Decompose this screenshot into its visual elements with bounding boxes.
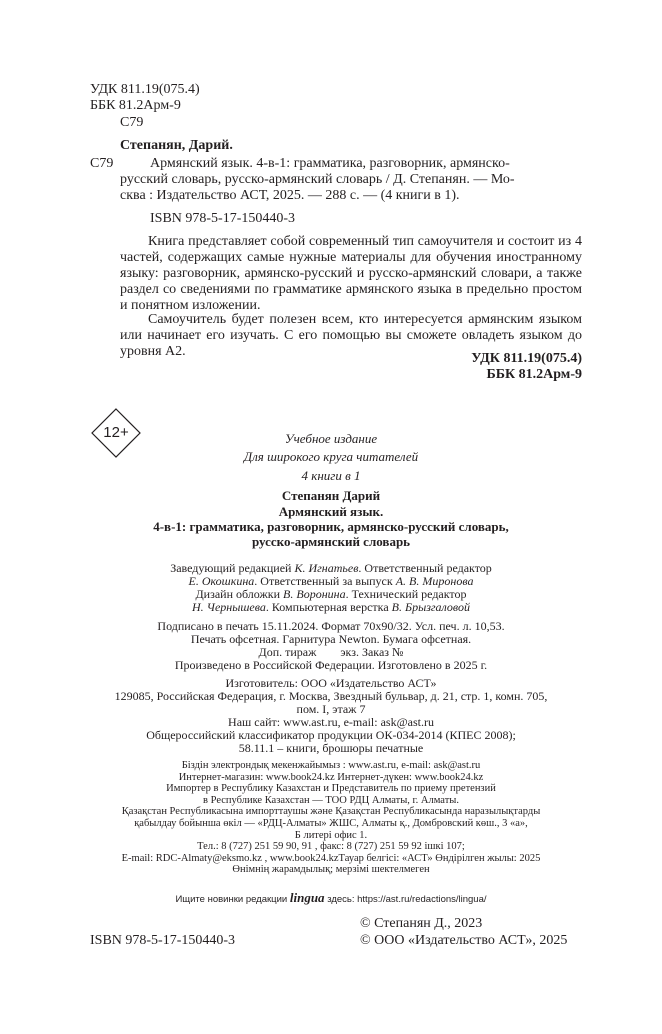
kz-line-7: Б литері офис 1. bbox=[294, 829, 368, 841]
credits-name: Н. Чернышева bbox=[192, 600, 266, 614]
credits-name: В. Воронина bbox=[283, 587, 346, 601]
bibliography-author-mark: С79 bbox=[90, 156, 114, 171]
lingua-promo bbox=[60, 892, 602, 906]
lingua-link[interactable]: здесь: https://ast.ru/redactions/lingua/ bbox=[327, 894, 487, 905]
credits-text: . Компьютерная верстка bbox=[265, 600, 392, 614]
footer-copyright-publisher: © ООО «Издательство АСТ», 2025 bbox=[360, 933, 568, 948]
author-mark: С79 bbox=[120, 115, 144, 130]
edition-author: Степанян Дарий bbox=[281, 488, 381, 503]
bibliography-entry-line-2: русский словарь, русско-армянский словарь / Д. Степанян. — Мо- bbox=[120, 172, 515, 187]
publisher-line-1: Изготовитель: ООО «Издательство АСТ» bbox=[225, 676, 437, 690]
kz-line-8: Тел.: 8 (727) 251 59 90, 91 , факс: 8 (727) 251 59 92 ішкі 107; bbox=[197, 841, 465, 853]
kz-line-2: Интернет-магазин: www.book24.kz Интернет-дүкен: www.book24.kz bbox=[178, 771, 484, 783]
print-line-4: Произведено в Российской Федерации. Изготовлено в 2025 г. bbox=[174, 658, 488, 672]
credits-label: Дизайн обложки bbox=[195, 587, 284, 601]
udk-code: УДК 811.19(075.4) bbox=[90, 82, 200, 97]
annotation-paragraph-1: Книга представляет собой современный тип самоучителя и состоит из 4 частей, содержащих самые нужные материалы для обучения иностранному языку: разговорник, армянско-русский и русско-армянский словари, а также раздел со сведениями по грамматике армянского языка в предельно простом и понятном изложении. bbox=[120, 234, 582, 313]
credits-label: Заведующий редакцией bbox=[170, 561, 295, 575]
edition-subtitle-line-2: русско-армянский словарь bbox=[251, 534, 411, 549]
annotation-paragraph-2: Самоучитель будет полезен всем, кто интересуется армянским языком или начинает его изучать. С его помощью вы сможете овладеть языком до уровня А2. bbox=[120, 312, 582, 359]
edition-type: Учебное издание bbox=[284, 431, 378, 446]
bibliography-isbn: ISBN 978-5-17-150440-3 bbox=[150, 211, 296, 226]
print-line-3: Доп. тираж экз. Заказ № bbox=[258, 645, 404, 659]
kz-line-4: в Республике Казахстан — ТОО РДЦ Алматы, г. Алматы. bbox=[203, 794, 459, 806]
age-rating-text: 12+ bbox=[103, 424, 129, 441]
credits-text: . Ответственный редактор bbox=[358, 561, 492, 575]
bbk-code-right: ББК 81.2Арм-9 bbox=[486, 367, 582, 382]
bibliography-entry-line-1: Армянский язык. 4-в-1: грамматика, разговорник, армянско- bbox=[150, 156, 510, 171]
credits-text: . Ответственный за выпуск bbox=[254, 574, 396, 588]
edition-title: Армянский язык. bbox=[278, 504, 384, 519]
publisher-line-4: Наш сайт: www.ast.ru, e-mail: ask@ast.ru bbox=[228, 715, 434, 729]
credits-name: В. Брызгаловой bbox=[391, 600, 470, 614]
kz-line-9: E-mail: RDC-Almaty@eksmo.kz , www.book24.kzТауар белгісі: «АСТ» Өндірілген жылы: 2025 bbox=[121, 852, 541, 864]
credits-name: К. Игнатьев bbox=[294, 561, 359, 575]
footer-isbn: ISBN 978-5-17-150440-3 bbox=[90, 933, 236, 948]
credits-name: Е. Окошкина bbox=[188, 574, 255, 588]
lingua-prefix: Ищите новинки редакции bbox=[175, 894, 288, 905]
publisher-line-2: 129085, Российская Федерация, г. Москва, Звездный бульвар, д. 21, стр. 1, комн. 705, bbox=[114, 689, 548, 703]
bbk-code: ББК 81.2Арм-9 bbox=[90, 98, 181, 113]
credits-line-4 bbox=[60, 601, 602, 614]
credits-name: А. В. Миронова bbox=[395, 574, 474, 588]
author-heading: Степанян, Дарий. bbox=[120, 138, 233, 153]
footer-copyright-author: © Степанян Д., 2023 bbox=[360, 916, 483, 931]
edition-audience: Для широкого круга читателей bbox=[243, 449, 419, 464]
kz-line-5: Қазақстан Республикасына импорттаушы және Қазақстан Республикасында наразылықтарды bbox=[121, 806, 541, 818]
kz-line-10: Өнімнің жарамдылық; мерзімі шектелмеген bbox=[232, 864, 430, 876]
lingua-logo: lingua bbox=[289, 890, 325, 905]
print-line-2: Печать офсетная. Гарнитура Newton. Бумага офсетная. bbox=[190, 632, 472, 646]
edition-series: 4 книги в 1 bbox=[301, 468, 361, 483]
bibliography-entry-line-3: сква : Издательство АСТ, 2025. — 288 с. — (4 книги в 1). bbox=[120, 188, 460, 203]
edition-subtitle-line-1: 4-в-1: грамматика, разговорник, армянско-русский словарь, bbox=[153, 519, 509, 534]
publisher-line-3: пом. I, этаж 7 bbox=[296, 702, 366, 716]
kz-line-6: қабылдау бойынша өкіл — «РДЦ-Алматы» ЖШС, Алматы қ., Домбровский көш., 3 «а», bbox=[134, 817, 528, 829]
kazakhstan-block bbox=[60, 760, 602, 876]
publisher-line-5: Общероссийский классификатор продукции ОК-034-2014 (КПЕС 2008); bbox=[146, 728, 516, 742]
kz-line-3: Импортер в Республику Казахстан и Представитель по приему претензий bbox=[166, 783, 496, 795]
credits-text: . Технический редактор bbox=[345, 587, 467, 601]
publisher-line-6: 58.11.1 – книги, брошюры печатные bbox=[238, 741, 424, 755]
print-line-1: Подписано в печать 15.11.2024. Формат 70x90/32. Усл. печ. л. 10,53. bbox=[157, 619, 505, 633]
udk-code-right: УДК 811.19(075.4) bbox=[471, 351, 582, 366]
kz-line-1: Біздін электрондық мекенжайымыз : www.ast.ru, e-mail: ask@ast.ru bbox=[181, 760, 481, 771]
